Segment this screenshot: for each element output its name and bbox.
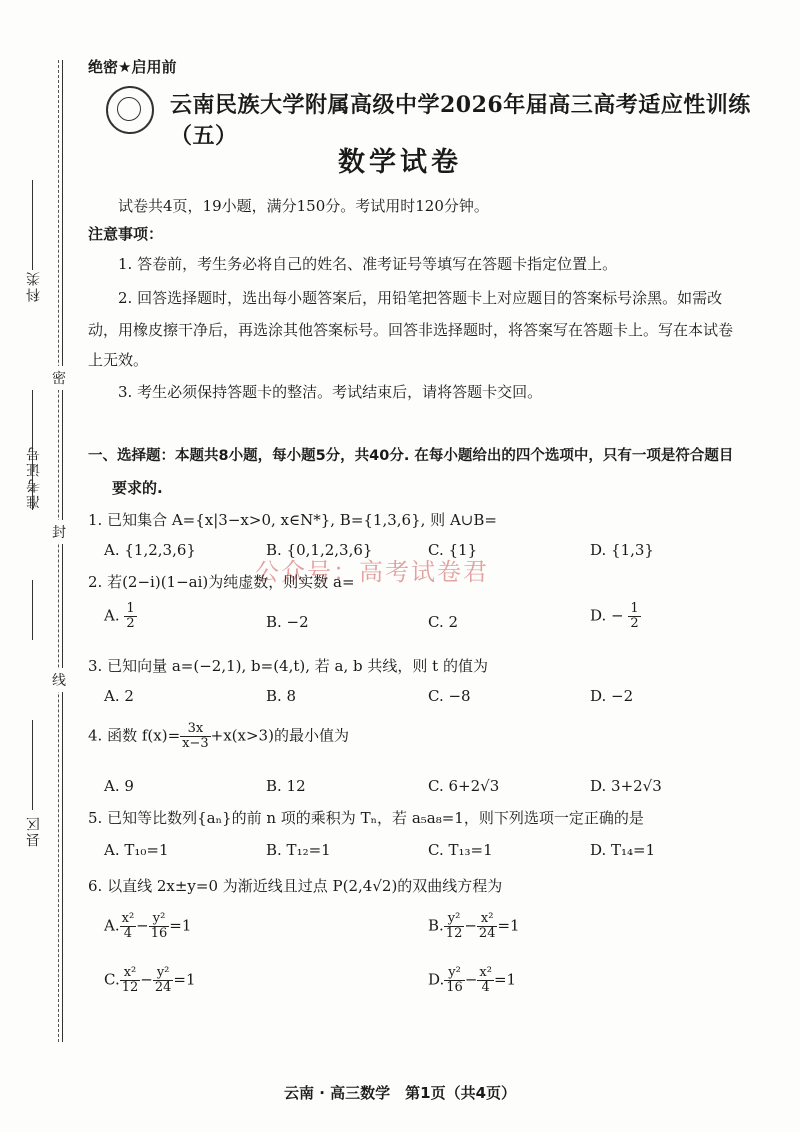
q2-d-num: 1 (630, 601, 639, 616)
q6-c-n2: y² (153, 966, 174, 981)
q3-option-c: C. −8 (428, 687, 471, 705)
q6-b-prefix: B. (428, 916, 444, 935)
confidential-mark: 绝密★启用前 (88, 58, 177, 76)
q6-option-c (104, 966, 196, 995)
q2-a-prefix: A. (104, 606, 120, 625)
q6-a-n1: x² (121, 911, 135, 926)
watermark: 公众号：高考试卷君 (255, 558, 489, 586)
notice-item-2-cont: 动，用橡皮擦干净后，再选涂其他答案标号。回答非选择题时，将答案写在答题卡上。写在本试卷 (88, 321, 734, 339)
q6-c-eq: =1 (173, 970, 196, 989)
notice-item-3: 3. 考生必须保持答题卡的整洁。考试结束后，请将答题卡交回。 (118, 383, 543, 401)
q6-c-frac2 (153, 966, 174, 995)
q6-d-n1: y² (444, 966, 465, 981)
county-blank-line (32, 720, 33, 810)
q6-d-n2: x² (479, 965, 492, 980)
seal-mi: 密 (52, 366, 66, 390)
q6-a-frac1 (120, 912, 137, 941)
q6-c-d2: 24 (154, 980, 172, 995)
q5-option-d: D. T₁₄=1 (590, 841, 656, 859)
q3-option-d: D. −2 (590, 687, 634, 705)
q2-d-den: 2 (630, 616, 639, 631)
section-heading-cont: 要求的. (112, 479, 163, 497)
q4-num: 3x (180, 722, 211, 737)
q4-fraction (180, 722, 211, 751)
q3-option-a: A. 2 (104, 687, 134, 705)
q6-option-a (104, 912, 191, 941)
q2-a-den: 2 (126, 616, 135, 631)
q1-option-c: C. {1} (428, 541, 478, 559)
q2-d-fraction (628, 602, 640, 631)
school-logo (106, 86, 154, 134)
q1-option-a: A. {1,2,3,6} (104, 541, 196, 559)
q6-d-d1: 16 (446, 980, 463, 995)
intro-text: 试卷共4页，19小题，满分150分。考试用时120分钟。 (118, 197, 489, 215)
q6-stem: 6. 以直线 2x±y=0 为渐近线且过点 P(2,4√2)的双曲线方程为 (88, 877, 503, 895)
exam-no-label: 准考证号 (26, 445, 42, 509)
q6-b-n2: x² (477, 912, 498, 927)
q6-b-n1: y² (444, 912, 465, 927)
q6-b-frac2 (477, 912, 498, 941)
q3-stem: 3. 已知向量 a=(−2,1), b=(4,t), 若 a, b 共线，则 t 的值为 (88, 657, 488, 675)
q6-d-d2: 4 (481, 980, 490, 995)
q6-d-prefix: D. (428, 970, 445, 989)
q4-option-c: C. 6+2√3 (428, 777, 500, 795)
q4-option-b: B. 12 (266, 777, 306, 795)
q4-option-a: A. 9 (104, 777, 134, 795)
section-heading: 一、选择题：本题共8小题，每小题5分，共40分. 在每小题给出的四个选项中，只有一项是符合题目 (88, 448, 734, 464)
q2-option-b: B. −2 (266, 613, 309, 631)
subject-label: 科类 (26, 270, 42, 302)
q2-d-prefix: D. − (590, 606, 624, 625)
q6-option-d (428, 966, 516, 995)
q6-a-eq: =1 (169, 916, 192, 935)
q6-b-d2: 24 (478, 926, 496, 941)
q2-stem: 2. 若(2−i)(1−ai)为纯虚数，则实数 a= (88, 573, 355, 591)
q5-option-a: A. T₁₀=1 (104, 841, 169, 859)
q6-d-frac1 (444, 966, 465, 995)
q1-stem: 1. 已知集合 A={x|3−x>0, x∈N*}, B={1,3,6}, 则 A∪B= (88, 511, 497, 529)
binding-line (62, 60, 63, 1042)
q6-a-d1: 4 (123, 926, 133, 941)
q6-a-d2: 16 (150, 926, 168, 941)
q5-option-b: B. T₁₂=1 (266, 841, 331, 859)
subject-blank-line (32, 180, 33, 270)
q6-c-frac1 (120, 966, 141, 995)
q2-a-fraction (124, 602, 136, 631)
q6-d-eq: =1 (493, 970, 517, 989)
q4-den: x−3 (182, 736, 209, 751)
q5-option-c: C. T₁₃=1 (428, 841, 493, 859)
q6-a-prefix: A. (104, 916, 120, 935)
county-label: 县区 (26, 815, 42, 847)
q2-option-a (104, 602, 137, 631)
q6-b-eq: =1 (497, 916, 520, 935)
q2-option-c: C. 2 (428, 613, 459, 631)
q6-b-d1: 12 (445, 926, 463, 941)
seal-xian: 线 (52, 668, 66, 692)
q6-d-op: − (464, 970, 478, 989)
q4-option-d: D. 3+2√3 (590, 777, 662, 795)
q1-option-b: B. {0,1,2,3,6} (266, 541, 373, 559)
notice-item-1: 1. 答卷前，考生务必将自己的姓名、准考证号等填写在答题卡指定位置上。 (118, 255, 618, 273)
notice-heading: 注意事项： (88, 225, 164, 243)
q6-a-frac2 (149, 912, 170, 941)
q5-stem: 5. 已知等比数列{aₙ}的前 n 项的乘积为 Tₙ，若 a₅a₈=1，则下列选项一定正确的是 (88, 809, 644, 827)
q4-stem-pre: 4. 函数 f(x)= (88, 726, 181, 745)
q6-d-frac2 (477, 966, 494, 995)
q2-option-d (590, 602, 641, 631)
q6-option-b (428, 912, 520, 941)
q6-c-d1: 12 (121, 980, 139, 995)
q6-b-op: − (464, 916, 477, 935)
seal-feng: 封 (52, 520, 66, 544)
q6-c-prefix: C. (104, 970, 120, 989)
q6-a-op: − (136, 916, 149, 935)
paper-title: 数学试卷 (338, 147, 462, 178)
notice-item-2: 2. 回答选择题时，选出每小题答案后，用铅笔把答题卡上对应题目的答案标号涂黑。如需改 (118, 289, 723, 307)
name-blank-line (32, 580, 33, 640)
q1-option-d: D. {1,3} (590, 541, 654, 559)
q6-a-n2: y² (149, 912, 170, 927)
notice-item-2-end: 上无效。 (88, 351, 149, 369)
q6-c-n1: x² (120, 966, 141, 981)
q6-b-frac1 (444, 912, 465, 941)
binding-dashed-line (58, 60, 59, 1042)
school-title: 云南民族大学附属高级中学2026年届高三高考适应性训练（五） (170, 92, 751, 149)
q4-stem (88, 722, 349, 751)
q3-option-b: B. 8 (266, 687, 297, 705)
q6-c-op: − (140, 970, 153, 989)
page-footer: 云南 · 高三数学 第1页（共4页） (283, 1084, 517, 1102)
q2-a-num: 1 (126, 601, 135, 616)
q4-stem-post: +x(x>3)的最小值为 (210, 726, 349, 745)
